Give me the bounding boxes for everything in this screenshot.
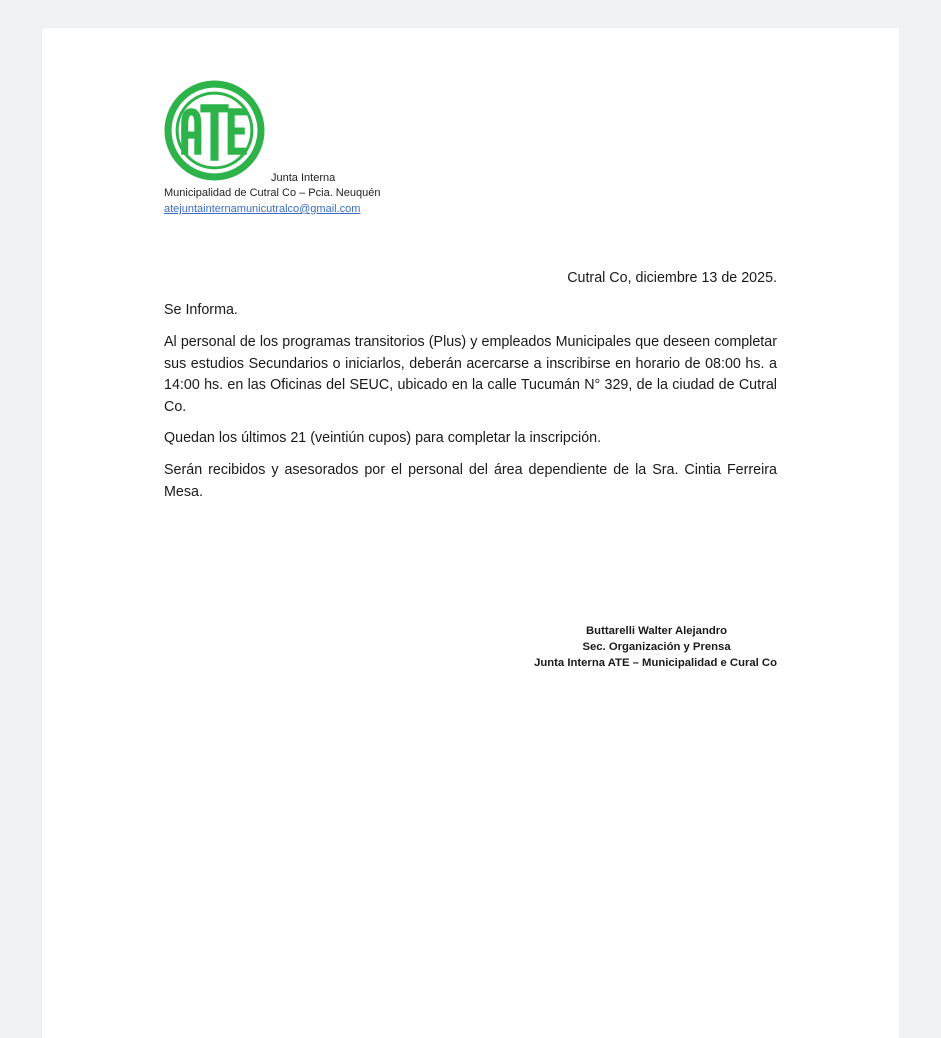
greeting: Se Informa. (164, 302, 238, 318)
document-page (42, 28, 899, 1038)
paragraph-attention: Serán recibidos y asesorados por el personal del área dependiente de la Sra. Cintia Ferreira Mesa. (164, 462, 777, 500)
document-date: Cutral Co, diciembre 13 de 2025. (567, 270, 777, 286)
letterhead-municipality: Municipalidad de Cutral Co – Pcia. Neuquén (164, 187, 381, 199)
paragraph-registration: Al personal de los programas transitorios (Plus) y empleados Municipales que deseen completar sus estudios Secundarios o iniciarlos, deberán acercarse a inscribirse en horario de 08:00 hs. a 14:00 hs. en las Oficinas del SEUC, ubicado en la calle Tucumán N° 329, de la ciudad de Cutral Co. (164, 334, 777, 415)
letterhead-email-link[interactable]: atejuntainternamunicutralco@gmail.com (164, 203, 361, 215)
letterhead-junta: Junta Interna (271, 172, 336, 184)
ate-logo-icon (164, 80, 265, 181)
paragraph-remaining-slots: Quedan los últimos 21 (veintiún cupos) para completar la inscripción. (164, 430, 602, 446)
signature-name: Buttarelli Walter Alejandro (586, 625, 728, 637)
signature-organization: Junta Interna ATE – Municipalidad e Cural Co (534, 657, 777, 669)
signature-role: Sec. Organización y Prensa (582, 641, 731, 653)
signature-block (534, 623, 777, 671)
